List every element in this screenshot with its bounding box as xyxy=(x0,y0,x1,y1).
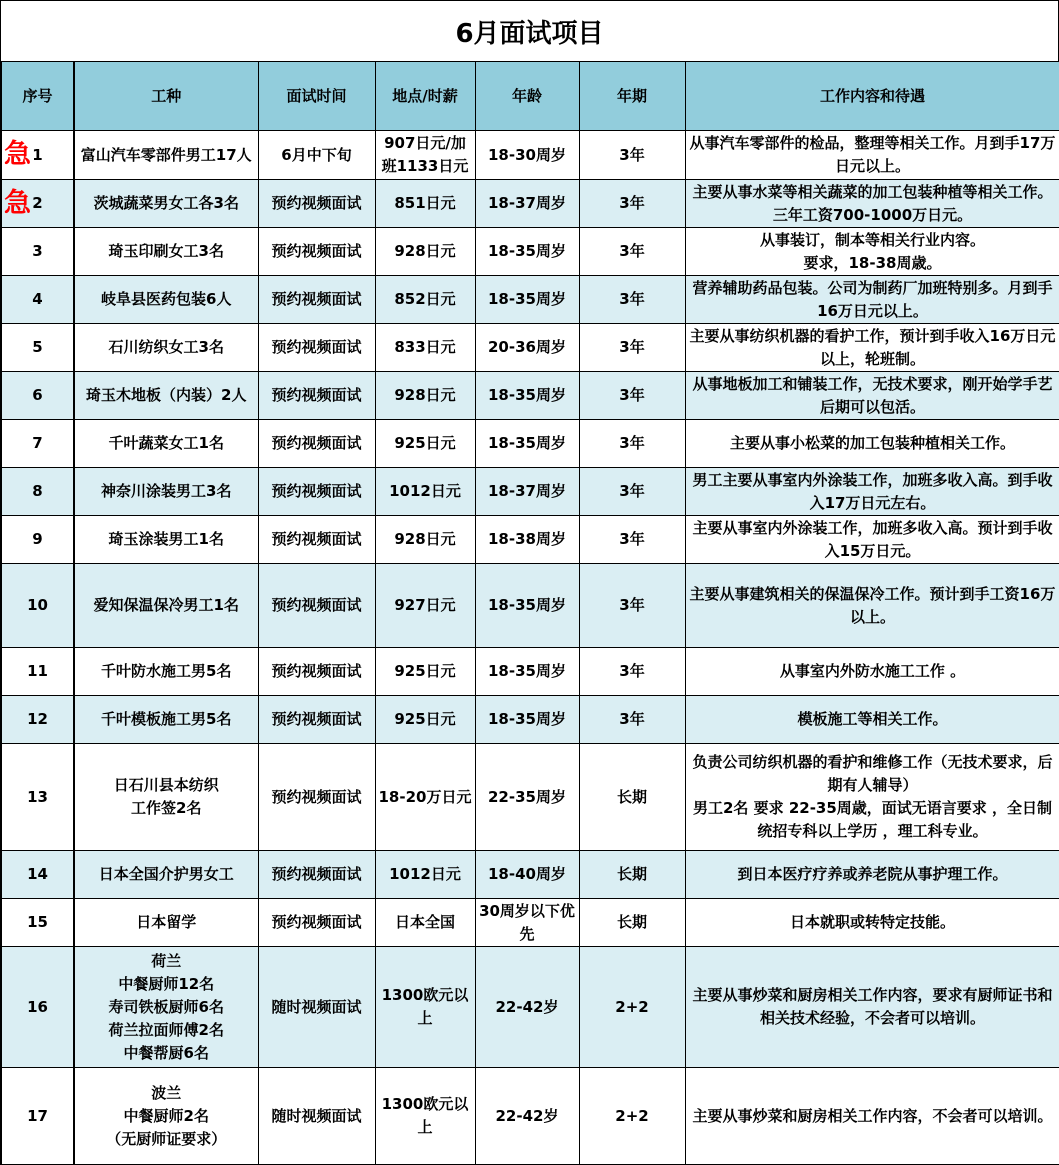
pay-cell: 852日元 xyxy=(375,276,475,324)
interview-time-cell: 预约视频面试 xyxy=(258,744,375,851)
header-job: 工种 xyxy=(74,62,258,131)
job-cell: 日本留学 xyxy=(74,899,258,947)
row-number xyxy=(1,180,74,228)
pay-cell: 1012日元 xyxy=(375,468,475,516)
age-cell: 18-30周岁 xyxy=(475,131,579,180)
job-cell: 日本全国介护男女工 xyxy=(74,851,258,899)
interview-time-cell: 预约视频面试 xyxy=(258,648,375,696)
header-age: 年龄 xyxy=(475,62,579,131)
row-number xyxy=(1,899,74,947)
interview-time-cell: 随时视频面试 xyxy=(258,947,375,1068)
interview-time-cell: 预约视频面试 xyxy=(258,468,375,516)
row-number-text: 15 xyxy=(27,913,48,931)
description-cell: 主要从事纺织机器的看护工作，预计到手收入16万日元以上，轮班制。 xyxy=(685,324,1059,372)
interview-time-cell: 6月中下旬 xyxy=(258,131,375,180)
interview-time-cell: 预约视频面试 xyxy=(258,324,375,372)
term-cell: 3年 xyxy=(579,372,685,420)
header-term: 年期 xyxy=(579,62,685,131)
interview-time-cell: 预约视频面试 xyxy=(258,276,375,324)
age-cell: 18-38周岁 xyxy=(475,516,579,564)
table-row xyxy=(1,744,1059,851)
row-number xyxy=(1,468,74,516)
pay-cell: 1300欧元以上 xyxy=(375,1068,475,1165)
row-number-text: 11 xyxy=(27,662,48,680)
description-cell: 主要从事水菜等相关蔬菜的加工包装种植等相关工作。三年工资700-1000万日元。 xyxy=(685,180,1059,228)
term-cell: 长期 xyxy=(579,744,685,851)
table-row xyxy=(1,468,1059,516)
table-row xyxy=(1,899,1059,947)
row-number xyxy=(1,947,74,1068)
table-row xyxy=(1,228,1059,276)
age-cell: 18-37周岁 xyxy=(475,468,579,516)
description-cell: 主要从事炒菜和厨房相关工作内容，要求有厨师证书和相关技术经验，不会者可以培训。 xyxy=(685,947,1059,1068)
job-cell: 波兰 中餐厨师2名 （无厨师证要求） xyxy=(74,1068,258,1165)
term-cell: 3年 xyxy=(579,648,685,696)
table-row xyxy=(1,696,1059,744)
job-cell: 荷兰 中餐厨师12名 寿司铁板厨师6名 荷兰拉面师傅2名 中餐帮厨6名 xyxy=(74,947,258,1068)
row-number-text: 10 xyxy=(27,596,48,614)
job-cell: 神奈川涂装男工3名 xyxy=(74,468,258,516)
row-number xyxy=(1,696,74,744)
interview-time-cell: 预约视频面试 xyxy=(258,420,375,468)
table-row xyxy=(1,1068,1059,1165)
header-interview-time: 面试时间 xyxy=(258,62,375,131)
table-row xyxy=(1,420,1059,468)
description-cell: 营养辅助药品包装。公司为制药厂加班特别多。月到手16万日元以上。 xyxy=(685,276,1059,324)
row-number xyxy=(1,516,74,564)
pay-cell: 18-20万日元 xyxy=(375,744,475,851)
urgent-badge: 急 xyxy=(4,187,31,219)
description-cell: 主要从事建筑相关的保温保冷工作。预计到手工资16万以上。 xyxy=(685,564,1059,648)
age-cell: 22-42岁 xyxy=(475,1068,579,1165)
pay-cell: 1300欧元以上 xyxy=(375,947,475,1068)
row-number-text: 1 xyxy=(32,145,43,164)
header-row xyxy=(1,62,1059,131)
interview-time-cell: 预约视频面试 xyxy=(258,516,375,564)
term-cell: 2+2 xyxy=(579,947,685,1068)
term-cell: 长期 xyxy=(579,899,685,947)
row-number xyxy=(1,420,74,468)
term-cell: 3年 xyxy=(579,468,685,516)
description-cell: 从事地板加工和铺装工作，无技术要求，刚开始学手艺后期可以包活。 xyxy=(685,372,1059,420)
interview-time-cell: 预约视频面试 xyxy=(258,696,375,744)
row-number-text: 6 xyxy=(32,386,43,404)
table-row xyxy=(1,324,1059,372)
header-no: 序号 xyxy=(1,62,74,131)
header-pay: 地点/时薪 xyxy=(375,62,475,131)
job-cell: 琦玉涂装男工1名 xyxy=(74,516,258,564)
age-cell: 18-35周岁 xyxy=(475,420,579,468)
pay-cell: 日本全国 xyxy=(375,899,475,947)
row-number-text: 13 xyxy=(27,787,48,806)
pay-cell: 907日元/加班1133日元 xyxy=(375,131,475,180)
row-number xyxy=(1,324,74,372)
table-row xyxy=(1,516,1059,564)
pay-cell: 928日元 xyxy=(375,516,475,564)
row-number-text: 8 xyxy=(32,482,43,500)
interview-time-cell: 预约视频面试 xyxy=(258,564,375,648)
description-cell: 从事装订，制本等相关行业内容。 要求，18-38周歳。 xyxy=(685,228,1059,276)
row-number-text: 3 xyxy=(32,242,43,260)
row-number xyxy=(1,228,74,276)
job-cell: 千叶蔬菜女工1名 xyxy=(74,420,258,468)
header-description: 工作内容和待遇 xyxy=(685,62,1059,131)
interview-time-cell: 预约视频面试 xyxy=(258,899,375,947)
pay-cell: 1012日元 xyxy=(375,851,475,899)
term-cell: 3年 xyxy=(579,420,685,468)
row-number-text: 12 xyxy=(27,710,48,728)
pay-cell: 927日元 xyxy=(375,564,475,648)
term-cell: 3年 xyxy=(579,276,685,324)
interview-time-cell: 预约视频面试 xyxy=(258,851,375,899)
age-cell: 18-40周岁 xyxy=(475,851,579,899)
jobs-table xyxy=(0,61,1059,1165)
job-cell: 日石川县本纺织 工作签2名 xyxy=(74,744,258,851)
age-cell: 30周岁以下优先 xyxy=(475,899,579,947)
job-cell: 岐阜县医药包装6人 xyxy=(74,276,258,324)
description-cell: 模板施工等相关工作。 xyxy=(685,696,1059,744)
term-cell: 3年 xyxy=(579,564,685,648)
pay-cell: 851日元 xyxy=(375,180,475,228)
term-cell: 3年 xyxy=(579,228,685,276)
row-number xyxy=(1,372,74,420)
table-row xyxy=(1,180,1059,228)
row-number xyxy=(1,131,74,180)
description-cell: 负责公司纺织机器的看护和维修工作（无技术要求，后期有人辅导） 男工2名 要求 22-35周歳，面试无语言要求 ，全日制统招专科以上学历 ，理工科专业。 xyxy=(685,744,1059,851)
row-number xyxy=(1,744,74,851)
pay-cell: 833日元 xyxy=(375,324,475,372)
term-cell: 3年 xyxy=(579,516,685,564)
pay-cell: 925日元 xyxy=(375,696,475,744)
description-cell: 主要从事小松菜的加工包装种植相关工作。 xyxy=(685,420,1059,468)
interview-time-cell: 预约视频面试 xyxy=(258,228,375,276)
row-number-text: 5 xyxy=(32,338,43,356)
term-cell: 3年 xyxy=(579,696,685,744)
age-cell: 18-35周岁 xyxy=(475,228,579,276)
term-cell: 3年 xyxy=(579,131,685,180)
term-cell: 长期 xyxy=(579,851,685,899)
page-title: 6月面试项目 xyxy=(0,0,1059,61)
pay-cell: 925日元 xyxy=(375,648,475,696)
age-cell: 18-37周岁 xyxy=(475,180,579,228)
description-cell: 主要从事炒菜和厨房相关工作内容，不会者可以培训。 xyxy=(685,1068,1059,1165)
row-number-text: 4 xyxy=(32,290,43,308)
age-cell: 20-36周岁 xyxy=(475,324,579,372)
job-cell: 富山汽车零部件男工17人 xyxy=(74,131,258,180)
row-number xyxy=(1,564,74,648)
table-row xyxy=(1,276,1059,324)
job-cell: 千叶模板施工男5名 xyxy=(74,696,258,744)
description-cell: 从事室内外防水施工工作 。 xyxy=(685,648,1059,696)
table-row xyxy=(1,648,1059,696)
interview-time-cell: 预约视频面试 xyxy=(258,372,375,420)
row-number xyxy=(1,1068,74,1165)
urgent-badge: 急 xyxy=(4,138,31,170)
age-cell: 18-35周岁 xyxy=(475,276,579,324)
interview-time-cell: 随时视频面试 xyxy=(258,1068,375,1165)
table-row xyxy=(1,851,1059,899)
table-row xyxy=(1,372,1059,420)
age-cell: 18-35周岁 xyxy=(475,564,579,648)
description-cell: 男工主要从事室内外涂装工作，加班多收入高。到手收入17万日元左右。 xyxy=(685,468,1059,516)
pay-cell: 928日元 xyxy=(375,372,475,420)
description-cell: 到日本医疗疗养或养老院从事护理工作。 xyxy=(685,851,1059,899)
row-number xyxy=(1,648,74,696)
age-cell: 18-35周岁 xyxy=(475,372,579,420)
job-cell: 爱知保温保冷男工1名 xyxy=(74,564,258,648)
row-number xyxy=(1,851,74,899)
pay-cell: 925日元 xyxy=(375,420,475,468)
age-cell: 22-42岁 xyxy=(475,947,579,1068)
job-cell: 千叶防水施工男5名 xyxy=(74,648,258,696)
table-row xyxy=(1,947,1059,1068)
age-cell: 18-35周岁 xyxy=(475,696,579,744)
pay-cell: 928日元 xyxy=(375,228,475,276)
interview-time-cell: 预约视频面试 xyxy=(258,180,375,228)
job-cell: 琦玉木地板（内装）2人 xyxy=(74,372,258,420)
job-cell: 石川纺织女工3名 xyxy=(74,324,258,372)
term-cell: 3年 xyxy=(579,324,685,372)
row-number-text: 2 xyxy=(32,194,43,212)
description-cell: 日本就职或转特定技能。 xyxy=(685,899,1059,947)
age-cell: 18-35周岁 xyxy=(475,648,579,696)
age-cell: 22-35周岁 xyxy=(475,744,579,851)
row-number-text: 14 xyxy=(27,865,48,883)
row-number-text: 9 xyxy=(32,530,43,548)
row-number-text: 16 xyxy=(27,997,48,1016)
table-row xyxy=(1,131,1059,180)
description-cell: 从事汽车零部件的检品，整理等相关工作。月到手17万日元以上。 xyxy=(685,131,1059,180)
description-cell: 主要从事室内外涂装工作，加班多收入高。预计到手收入15万日元。 xyxy=(685,516,1059,564)
row-number xyxy=(1,276,74,324)
term-cell: 2+2 xyxy=(579,1068,685,1165)
table-row xyxy=(1,564,1059,648)
row-number-text: 17 xyxy=(27,1106,48,1125)
term-cell: 3年 xyxy=(579,180,685,228)
job-cell: 琦玉印刷女工3名 xyxy=(74,228,258,276)
row-number-text: 7 xyxy=(32,434,43,452)
job-cell: 茨城蔬菜男女工各3名 xyxy=(74,180,258,228)
